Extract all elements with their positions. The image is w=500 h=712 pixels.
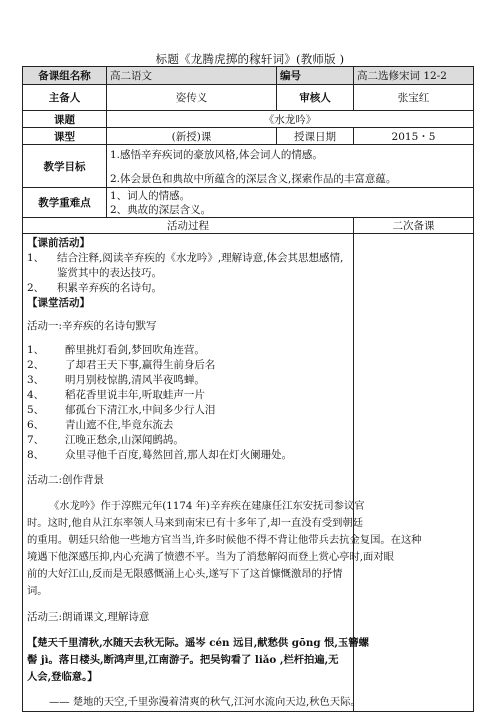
row-type	[23, 128, 474, 145]
activity-one-title: 活动一:辛弃疾的名诗句默写	[27, 320, 157, 332]
pre-item-text: 积累辛弃疾的名诗句。	[57, 282, 162, 294]
type-value: (新授)课	[107, 128, 277, 145]
background-line: 的重用。朝廷只给他一些地方官当当,许多时候他不得不背让他带兵去抗金复国。在这种	[27, 534, 422, 546]
verse-line: 青山遮不住,毕竟东流去	[65, 419, 174, 431]
goals-cell	[107, 145, 474, 188]
document-title: 标题《龙腾虎掷的稼轩词》(教师版 )	[155, 52, 345, 66]
poem-line: 髻 jì。落日楼头,断鸿声里,江南游子。把吴钩看了 liǎo ,栏杆拍遍,无	[27, 654, 339, 666]
date-value: 2015・5	[354, 128, 474, 145]
group-label: 备课组名称	[23, 67, 107, 85]
activity-content	[23, 234, 422, 712]
keypoint-item: 1、词人的情感。	[110, 189, 191, 202]
item-number: 3、	[27, 374, 45, 386]
background-line: 境遇下他深感压抑,内心充满了愤懑不平。当为了消愁解闷而登上赏心亭时,面对眼	[27, 551, 394, 563]
verse-line: 众里寻他千百度,蓦然回首,那人却在灯火阑珊处。	[65, 449, 293, 461]
process-header: 活动过程	[23, 218, 354, 234]
background-line: 前的大好江山,反而是无限感慨涌上心头,遂写下了这首慷慨激昂的抒情	[27, 568, 343, 580]
item-number: 2、	[27, 359, 45, 371]
preparer-label: 主备人	[23, 85, 107, 111]
topic-value: 《水龙吟》	[107, 111, 474, 128]
pre-class-heading: 【课前活动】	[27, 237, 90, 249]
row-content	[23, 234, 474, 712]
pre-item-text: 鉴赏其中的表达技巧。	[57, 267, 162, 279]
type-label: 课型	[23, 128, 107, 145]
row-preparer	[23, 85, 474, 111]
second-prep-header: 二次备课	[354, 218, 474, 234]
verse-line: 了却君王天下事,赢得生前身后名	[65, 359, 216, 371]
activity-three-title: 活动三:朗诵课文,理解诗意	[27, 611, 150, 623]
verse-line: 郁孤台下清江水,中间多少行人泪	[65, 404, 216, 416]
keypoints-label: 教学重难点	[23, 188, 107, 218]
poem-line: 人会,登临意。】	[27, 671, 98, 683]
keypoint-item: 2、典故的深层含义。	[110, 203, 212, 216]
verse-line: 江晚正愁余,山深闻鹧鸪。	[65, 434, 184, 446]
reviewer-label: 审核人	[277, 85, 354, 111]
background-line: 时。这时,他自从江东率领人马来到南宋已有十多年了,却一直没有受到朝廷	[27, 517, 364, 529]
row-process-header	[23, 218, 474, 234]
item-number: 1、	[27, 344, 45, 356]
reviewer-value: 张宝红	[354, 85, 474, 111]
item-number: 1、	[27, 252, 45, 264]
number-value: 高二选修宋词 12-2	[354, 67, 474, 85]
in-class-heading: 【课堂活动】	[27, 297, 90, 309]
translation-line: —— 楚地的天空,千里弥漫着清爽的秋气,江河水流向天边,秋色天际。	[49, 696, 361, 708]
poem-line: 【楚天千里清秋,水随天去秋无际。遥岑 cén 远目,献愁供 gōng 恨,玉簪螺	[27, 637, 369, 649]
row-group	[23, 67, 474, 85]
item-number: 4、	[27, 389, 45, 401]
number-label: 编号	[277, 67, 354, 85]
item-number: 7、	[27, 434, 45, 446]
verse-line: 明月别枝惊鹊,清风半夜鸣蝉。	[65, 374, 205, 386]
second-prep-cell	[354, 234, 474, 712]
pre-item-text: 结合注释,阅读辛弃疾的《水龙吟》,理解诗意,体会其思想感情,	[57, 252, 344, 264]
preparer-value: 姿传义	[107, 85, 277, 111]
background-line: 《水龙吟》作于淳熙元年(1174 年)辛弃疾在建康任江东安抚司参议官	[49, 500, 365, 512]
verse-line: 稻花香里说丰年,听取蛙声一片	[65, 389, 205, 401]
row-goals	[23, 145, 474, 188]
activity-two-title: 活动二:创作背景	[27, 474, 105, 486]
topic-label: 课题	[23, 111, 107, 128]
date-label: 授课日期	[277, 128, 354, 145]
goals-label: 教学目标	[23, 145, 107, 188]
item-number: 6、	[27, 419, 45, 431]
goal-item: 1.感悟辛弃疾词的豪放风格,体会词人的情感。	[110, 149, 323, 161]
item-number: 2、	[27, 282, 45, 294]
group-value: 高二语文	[107, 67, 277, 85]
keypoints-cell	[107, 188, 474, 218]
verse-line: 醉里挑灯看剑,梦回吹角连营。	[65, 344, 205, 356]
row-keypoints	[23, 188, 474, 218]
item-number: 8、	[27, 449, 45, 461]
item-number: 5、	[27, 404, 45, 416]
background-line: 词。	[27, 585, 48, 597]
row-topic	[23, 111, 474, 128]
lesson-plan-table	[22, 66, 474, 712]
goal-item: 2.体会景色和典故中所蕴含的深层含义,探索作品的丰富意蕴。	[110, 173, 397, 185]
